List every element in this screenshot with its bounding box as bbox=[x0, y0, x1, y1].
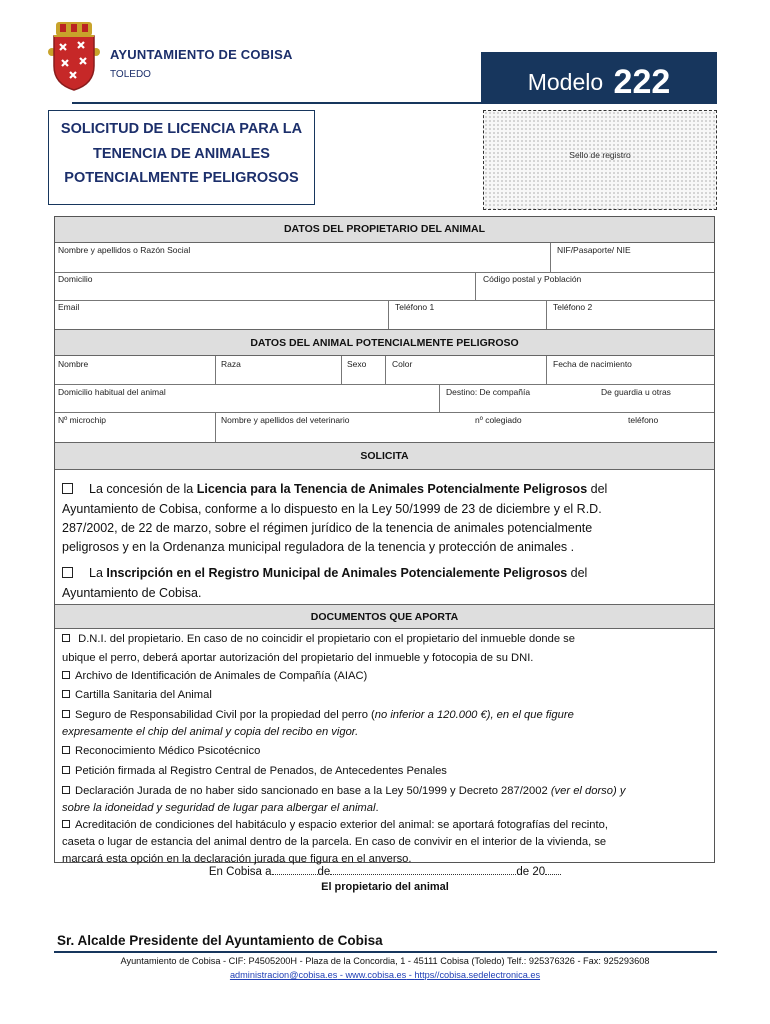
divider bbox=[55, 300, 714, 301]
doc-insurance-text: Seguro de Responsabilidad Civil por la propiedad del perro ( bbox=[75, 709, 375, 721]
registry-stamp-label: Sello de registro bbox=[569, 150, 631, 160]
province-name: TOLEDO bbox=[110, 69, 151, 80]
doc-medical-text: Reconocimiento Médico Psicotécnico bbox=[75, 745, 261, 757]
doc-health-card bbox=[62, 687, 707, 704]
divider bbox=[388, 300, 389, 329]
doc-aiac-text: Archivo de Identificación de Animales de Compañía (AIAC) bbox=[75, 670, 368, 682]
owner-email-field[interactable]: Email bbox=[58, 302, 80, 312]
signature-signer: El propietario del animal bbox=[321, 881, 449, 893]
divider bbox=[385, 356, 386, 384]
model-label: Modelo bbox=[527, 69, 604, 95]
docs-section-header: DOCUMENTOS QUE APORTA bbox=[55, 604, 714, 629]
signature-date-line bbox=[0, 864, 770, 878]
doc-declaration bbox=[62, 783, 707, 800]
doc-insurance bbox=[62, 707, 707, 724]
footer-web-link[interactable]: www.cobisa.es bbox=[345, 970, 407, 980]
footer-divider bbox=[54, 951, 717, 953]
doc-premises-line3: marcará esta opción en la declaración jurada que figura en el anverso. bbox=[62, 853, 412, 865]
animal-birth-field[interactable]: Fecha de nacimiento bbox=[553, 359, 632, 369]
doc-declaration-text: Declaración Jurada de no haber sido sancionado en base a la Ley 50/1999 y Decreto 287/2002 bbox=[75, 785, 551, 797]
animal-purpose-guard[interactable]: De guardia u otras bbox=[601, 387, 671, 397]
divider bbox=[475, 272, 476, 300]
model-badge bbox=[481, 52, 717, 102]
doc-aiac-checkbox[interactable] bbox=[62, 671, 70, 679]
owner-nif-field[interactable]: NIF/Pasaporte/ NIE bbox=[557, 245, 631, 255]
signature-month-blank[interactable] bbox=[330, 864, 516, 875]
owner-section-header: DATOS DEL PROPIETARIO DEL ANIMAL bbox=[55, 217, 714, 243]
divider bbox=[341, 356, 342, 384]
divider bbox=[439, 384, 440, 412]
doc-aiac bbox=[62, 668, 707, 685]
doc-insurance-italic: no inferior a 120.000 €), en el que figure bbox=[374, 709, 574, 721]
owner-phone2-field[interactable]: Teléfono 2 bbox=[553, 302, 593, 312]
license-option-line2: Ayuntamiento de Cobisa, conforme a lo dispuesto en la Ley 50/1999 de 23 de diciembre y el R.D. bbox=[62, 502, 602, 516]
animal-chip-field[interactable]: Nº microchip bbox=[58, 415, 106, 425]
footer-email-link[interactable]: administracion@cobisa.es bbox=[229, 970, 338, 980]
registry-checkbox[interactable] bbox=[62, 567, 73, 578]
request-section-header: SOLICITA bbox=[55, 442, 714, 470]
divider bbox=[55, 412, 714, 413]
doc-premises-line2: caseta o lugar de estancia del animal dentro de la parcela. En caso de convivir en el interior de la vivienda, se bbox=[62, 836, 607, 848]
license-option bbox=[55, 480, 707, 500]
registry-option-text-end: del bbox=[567, 566, 588, 580]
form-title-line2: TENENCIA DE ANIMALES bbox=[93, 145, 270, 162]
footer-address: Ayuntamiento de Cobisa - CIF: P4505200H - Plaza de la Concordia, 1 - 45111 Cobisa (Toledo) Telf.: 925376326 - Fax: 925293608 bbox=[120, 956, 650, 966]
registry-option bbox=[55, 564, 707, 584]
doc-criminal-text: Petición firmada al Registro Central de Penados, de Antecedentes Penales bbox=[75, 765, 447, 777]
divider bbox=[55, 272, 714, 273]
animal-section-header: DATOS DEL ANIMAL POTENCIALMENTE PELIGROSO bbox=[55, 329, 714, 356]
divider bbox=[550, 243, 551, 272]
doc-medical bbox=[62, 743, 707, 760]
owner-address-field[interactable]: Domicilio bbox=[58, 274, 93, 284]
vet-phone-field[interactable]: teléfono bbox=[628, 415, 659, 425]
recipient-line: Sr. Alcalde Presidente del Ayuntamiento de Cobisa bbox=[57, 933, 383, 948]
animal-color-field[interactable]: Color bbox=[392, 359, 413, 369]
doc-medical-checkbox[interactable] bbox=[62, 746, 70, 754]
registry-option-bold: Inscripción en el Registro Municipal de Animales Potencialemente Peligrosos bbox=[106, 566, 568, 580]
divider bbox=[215, 412, 216, 442]
license-option-text-end: del bbox=[587, 482, 608, 496]
doc-declaration-line2 bbox=[62, 800, 707, 817]
doc-premises-text: Acreditación de condiciones del habitáculo y espacio exterior del animal: se aportará fotografías del recinto, bbox=[75, 819, 608, 831]
registry-stamp-box bbox=[483, 110, 717, 210]
signature-of2: de 20 bbox=[516, 866, 546, 878]
license-checkbox[interactable] bbox=[62, 483, 73, 494]
doc-insurance-checkbox[interactable] bbox=[62, 710, 70, 718]
signature-of1: de bbox=[317, 866, 331, 878]
vet-college-field[interactable]: nº colegiado bbox=[475, 415, 522, 425]
owner-phone1-field[interactable]: Teléfono 1 bbox=[395, 302, 435, 312]
doc-dni-text: D.N.I. del propietario. En caso de no coincidir el propietario con el propietario del inmueble donde se bbox=[75, 633, 576, 645]
doc-premises bbox=[62, 817, 707, 834]
animal-breed-field[interactable]: Raza bbox=[221, 359, 241, 369]
doc-criminal-checkbox[interactable] bbox=[62, 766, 70, 774]
form-title bbox=[48, 110, 315, 205]
license-option-line4: peligrosos y en la Ordenanza municipal reguladora de la tenencia y protección de animales . bbox=[62, 540, 575, 554]
doc-health-checkbox[interactable] bbox=[62, 690, 70, 698]
header-divider bbox=[72, 102, 717, 104]
animal-purpose-companion[interactable]: Destino: De compañía bbox=[446, 387, 531, 397]
divider bbox=[546, 300, 547, 329]
doc-declaration-line2-italic: sobre la idoneidad y seguridad de lugar para albergar el animal bbox=[62, 802, 376, 814]
animal-sex-field[interactable]: Sexo bbox=[347, 359, 367, 369]
license-option-text: La concesión de la bbox=[89, 482, 197, 496]
doc-declaration-checkbox[interactable] bbox=[62, 786, 70, 794]
doc-declaration-line2-end: . bbox=[375, 802, 379, 814]
doc-insurance-line2: expresamente el chip del animal y copia del recibo en vigor. bbox=[62, 726, 359, 738]
doc-declaration-italic: (ver el dorso) y bbox=[550, 785, 626, 797]
doc-criminal-record bbox=[62, 763, 707, 780]
doc-dni-checkbox[interactable] bbox=[62, 634, 70, 642]
doc-premises-checkbox[interactable] bbox=[62, 820, 70, 828]
org-name: AYUNTAMIENTO DE COBISA bbox=[110, 47, 293, 62]
footer-sede-link[interactable]: https//cobisa.sedelectronica.es bbox=[414, 970, 541, 980]
signature-year-blank[interactable] bbox=[545, 864, 561, 875]
registry-option-text: La bbox=[89, 566, 107, 580]
footer-links bbox=[0, 970, 770, 980]
registry-option-line2: Ayuntamiento de Cobisa. bbox=[62, 586, 202, 600]
signature-day-blank[interactable] bbox=[272, 864, 318, 875]
doc-health-text: Cartilla Sanitaria del Animal bbox=[75, 689, 212, 701]
animal-home-field[interactable]: Domicilio habitual del animal bbox=[58, 387, 166, 397]
divider bbox=[55, 384, 714, 385]
animal-name-field[interactable]: Nombre bbox=[58, 359, 89, 369]
vet-name-field[interactable]: Nombre y apellidos del veterinario bbox=[221, 415, 350, 425]
license-option-line3: 287/2002, de 22 de marzo, sobre el régimen jurídico de la tenencia de animales potencialmente bbox=[62, 521, 593, 535]
license-option-bold: Licencia para la Tenencia de Animales Potencialmente Peligrosos bbox=[196, 482, 588, 496]
footer-separator: - bbox=[337, 970, 346, 980]
model-number: 222 bbox=[613, 63, 671, 101]
form-title-line1: SOLICITUD DE LICENCIA PARA LA bbox=[60, 121, 303, 137]
owner-name-field[interactable]: Nombre y apellidos o Razón Social bbox=[58, 245, 191, 255]
signature-place: En Cobisa a bbox=[208, 866, 272, 878]
application-form bbox=[54, 216, 715, 863]
coat-of-arms-icon bbox=[48, 22, 100, 92]
doc-dni bbox=[62, 631, 707, 648]
divider bbox=[546, 356, 547, 384]
divider bbox=[215, 356, 216, 384]
form-title-line3: POTENCIALMENTE PELIGROSOS bbox=[64, 170, 299, 186]
footer-separator: - bbox=[406, 970, 415, 980]
owner-postal-field[interactable]: Código postal y Población bbox=[483, 274, 582, 284]
doc-dni-line2: ubique el perro, deberá aportar autorización del propietario del inmueble y fotocopia de su DNI. bbox=[62, 652, 534, 664]
